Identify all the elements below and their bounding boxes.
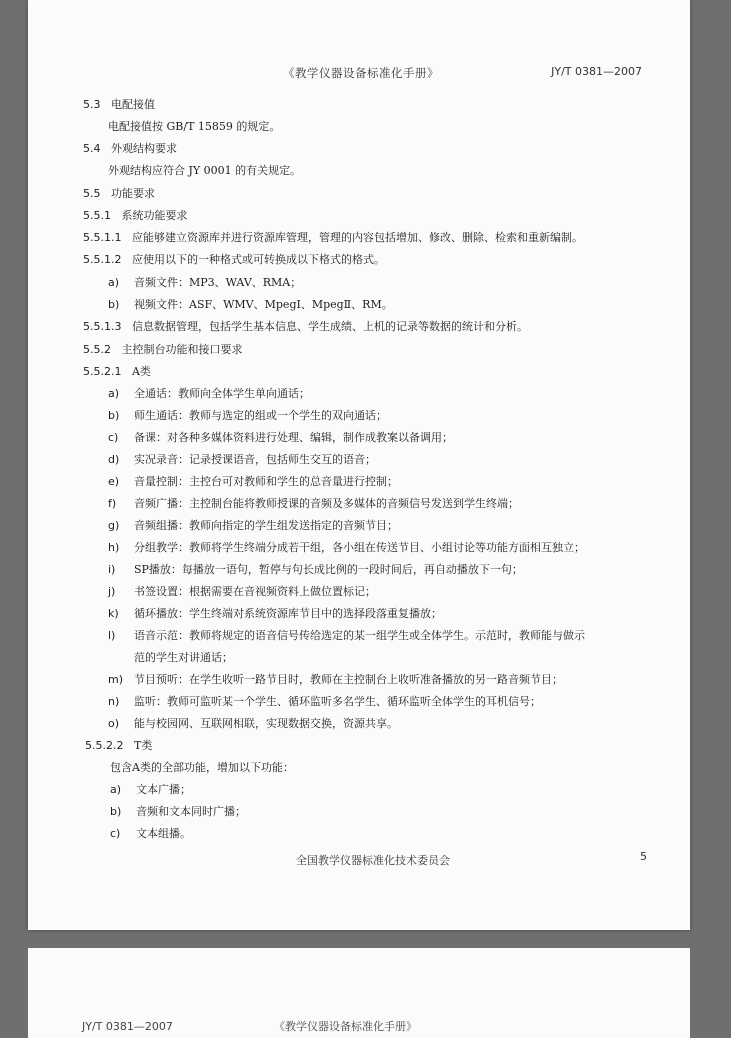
paragraph: 电配接值按 GB/T 15859 的规定。	[108, 120, 281, 133]
list-label: b)	[108, 409, 120, 422]
section-5-4	[83, 142, 177, 156]
list-text: 全通话：教师向全体学生单向通话；	[134, 387, 310, 400]
list-item	[110, 805, 246, 819]
section-number: 5.4	[83, 142, 101, 155]
list-label: h)	[108, 541, 120, 554]
list-text: 音频文件：MP3、WAV、RMA；	[134, 276, 302, 289]
clause-5-5-1-1	[83, 231, 583, 245]
list-label: a)	[108, 387, 120, 400]
list-label: l)	[108, 629, 116, 642]
list-text: 音频组播：教师向指定的学生组发送指定的音频节目；	[134, 519, 398, 532]
list-label: j)	[108, 585, 116, 598]
next-page-title: 《教学仪器设备标准化手册》	[274, 1020, 417, 1033]
list-label: o)	[108, 717, 120, 730]
list-label: d)	[108, 453, 120, 466]
list-text: 节目预听：在学生收听一路节目时，教师在主控制台上收听准备播放的另一路音频节目；	[134, 673, 563, 686]
header-title: 《教学仪器设备标准化手册》	[283, 66, 439, 80]
section-number: 5.5.1.3	[83, 320, 122, 333]
list-item	[108, 519, 398, 533]
list-text: 分组教学：教师将学生终端分成若干组，各小组在传送节目、小组讨论等功能方面相互独立；	[134, 541, 585, 554]
section-number: 5.5.2	[83, 343, 111, 356]
section-heading: 主控制台功能和接口要求	[121, 343, 243, 356]
section-5-5-2-2	[85, 739, 152, 753]
list-item	[108, 497, 519, 511]
list-item	[108, 409, 387, 423]
section-heading: A类	[131, 365, 151, 378]
list-text: 师生通话：教师与选定的组或一个学生的双向通话；	[134, 409, 387, 422]
list-label: i)	[108, 563, 116, 576]
section-5-5-2-1	[83, 365, 151, 379]
list-item	[108, 276, 301, 290]
list-label: a)	[110, 783, 122, 796]
list-text: 音频和文本同时广播；	[136, 805, 246, 818]
list-label: a)	[108, 276, 120, 289]
list-item	[108, 673, 563, 687]
list-label: c)	[110, 827, 121, 840]
list-item	[108, 607, 442, 621]
section-number: 5.3	[83, 98, 101, 111]
list-text: 视频文件：ASF、WMV、MpegⅠ、MpegⅡ、RM。	[134, 298, 393, 311]
list-item	[108, 541, 585, 555]
section-number: 5.5.2.1	[83, 365, 122, 378]
list-label: k)	[108, 607, 119, 620]
list-text: 备课：对各种多媒体资料进行处理、编辑，制作成教案以备调用；	[134, 431, 453, 444]
list-item	[108, 629, 585, 643]
list-text: 音频广播：主控制台能将教师授课的音频及多媒体的音频信号发送到学生终端；	[134, 497, 519, 510]
list-item	[108, 431, 453, 445]
list-label: g)	[108, 519, 120, 532]
list-item	[108, 475, 398, 489]
paragraph: 包含A类的全部功能，增加以下功能：	[110, 761, 294, 774]
list-text: 音量控制：主控台可对教师和学生的总音量进行控制；	[134, 475, 398, 488]
list-text: 文本广播；	[136, 783, 191, 796]
clause-5-5-1-3	[83, 320, 528, 334]
list-label: b)	[108, 298, 120, 311]
next-page-code: JY/T 0381—2007	[82, 1020, 173, 1033]
section-5-5-1	[83, 209, 188, 223]
list-text: 文本组播。	[136, 827, 191, 840]
section-number: 5.5.1	[83, 209, 111, 222]
list-item	[108, 387, 310, 401]
list-label: e)	[108, 475, 120, 488]
section-heading: 外观结构要求	[111, 142, 177, 155]
list-text: 实况录音：记录授课语音，包括师生交互的语音；	[134, 453, 376, 466]
list-item	[108, 695, 541, 709]
header-code: JY/T 0381—2007	[551, 65, 642, 78]
section-5-5-2	[83, 343, 243, 357]
section-number: 5.5.1.1	[83, 231, 122, 244]
page-number: 5	[640, 850, 647, 863]
footer-organization: 全国教学仪器标准化技术委员会	[296, 854, 450, 867]
paragraph: 外观结构应符合 JY 0001 的有关规定。	[108, 164, 302, 177]
next-page-preview	[28, 948, 690, 1038]
document-page	[28, 0, 690, 930]
section-heading: 功能要求	[111, 187, 155, 200]
list-text: 书签设置：根据需要在音视频资料上做位置标记；	[134, 585, 376, 598]
list-label: f)	[108, 497, 117, 510]
list-item	[110, 783, 191, 797]
list-text: 循环播放：学生终端对系统资源库节目中的选择段落重复播放；	[134, 607, 442, 620]
section-heading: 电配接值	[111, 98, 155, 111]
list-item	[108, 563, 523, 577]
clause-5-5-1-2	[83, 253, 385, 267]
list-text: SP播放：每播放一语句，暂停与句长成比例的一段时间后，再自动播放下一句；	[134, 563, 523, 576]
list-item	[108, 298, 393, 312]
list-item	[108, 585, 376, 599]
section-heading: T类	[133, 739, 153, 752]
list-label: c)	[108, 431, 119, 444]
section-number: 5.5.2.2	[85, 739, 124, 752]
clause-text: 应使用以下的一种格式或可转换成以下格式的格式。	[131, 253, 385, 266]
clause-text: 信息数据管理，包括学生基本信息、学生成绩、上机的记录等数据的统计和分析。	[131, 320, 528, 333]
list-text: 监听：教师可监听某一个学生、循环监听多名学生、循环监听全体学生的耳机信号；	[134, 695, 541, 708]
list-item	[108, 717, 398, 731]
section-number: 5.5.1.2	[83, 253, 122, 266]
section-5-5	[83, 187, 155, 201]
list-label: m)	[108, 673, 124, 686]
list-text: 能与校园网、互联网相联，实现数据交换，资源共享。	[134, 717, 398, 730]
list-item	[110, 827, 191, 841]
section-number: 5.5	[83, 187, 101, 200]
list-text: 语音示范：教师将规定的语音信号传给选定的某一组学生或全体学生。示范时，教师能与做示	[134, 629, 585, 642]
list-label: n)	[108, 695, 120, 708]
clause-text: 应能够建立资源库并进行资源库管理，管理的内容包括增加、修改、删除、检索和重新编制。	[131, 231, 583, 244]
list-item-continuation: 范的学生对讲通话；	[134, 651, 233, 664]
section-5-3	[83, 98, 155, 112]
section-heading: 系统功能要求	[121, 209, 188, 222]
list-item	[108, 453, 376, 467]
list-label: b)	[110, 805, 122, 818]
